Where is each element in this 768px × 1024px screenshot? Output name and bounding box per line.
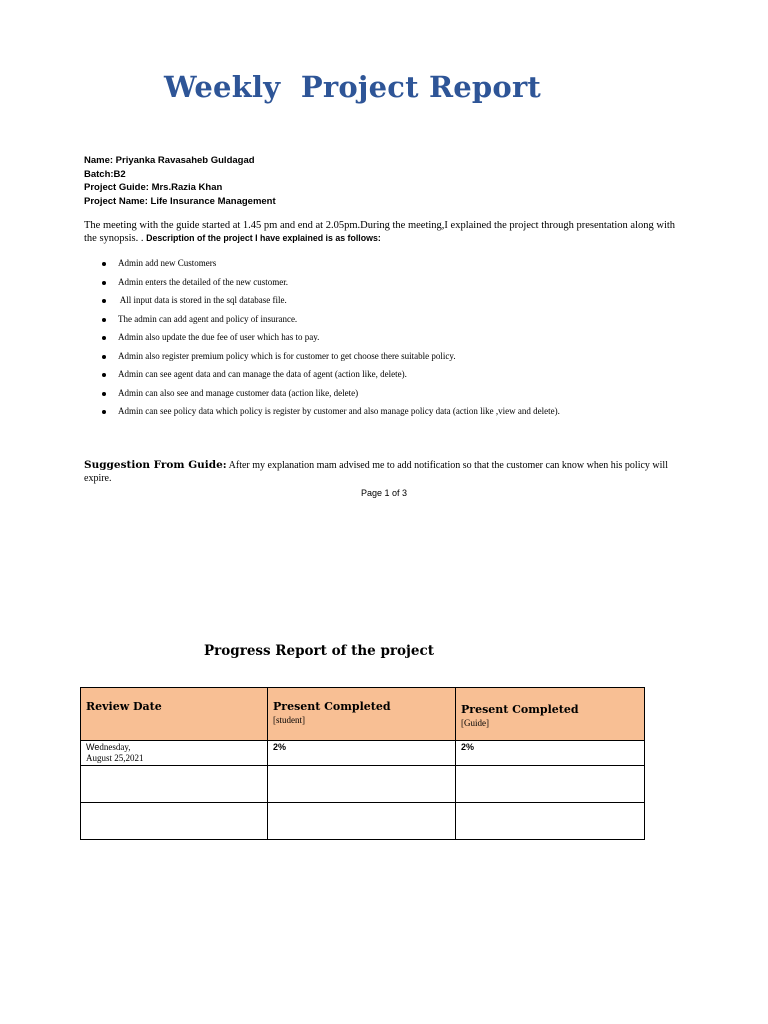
list-item: Admin can see policy data which policy is register by customer and also manage policy data (action like ,view and delete).	[100, 404, 560, 423]
empty-cell	[268, 803, 456, 840]
suggestion-text: After my explanation mam advised me to add notification so that the customer can know when his policy will expire.	[84, 460, 668, 484]
progress-title: Progress Report of the project	[204, 643, 434, 659]
project-guide: Project Guide: Mrs.Razia Khan	[84, 182, 223, 193]
empty-cell	[268, 766, 456, 803]
list-item: Admin add new Customers	[100, 256, 560, 275]
table-row	[81, 803, 645, 840]
bullet-icon	[102, 392, 106, 396]
header-review-date: Review Date	[81, 688, 268, 741]
header-present-completed-guide: Present Completed [Guide]	[456, 688, 645, 741]
bullet-icon	[102, 281, 106, 285]
empty-cell	[456, 766, 645, 803]
review-date-cell: Wednesday, August 25,2021	[81, 741, 268, 766]
report-meta	[84, 154, 276, 208]
bullet-icon	[102, 410, 106, 414]
list-item: Admin also update the due fee of user which has to pay.	[100, 330, 560, 349]
empty-cell	[81, 803, 268, 840]
guide-suggestion	[84, 459, 689, 485]
list-item: Admin can also see and manage customer data (action like, delete)	[100, 386, 560, 405]
bullet-icon	[102, 262, 106, 266]
description-lead: Description of the project I have explained is as follows:	[146, 233, 381, 243]
empty-cell	[456, 803, 645, 840]
bullet-icon	[102, 355, 106, 359]
table-row	[81, 741, 645, 766]
page-number: Page 1 of 3	[360, 488, 408, 498]
project-name: Project Name: Life Insurance Management	[84, 195, 276, 207]
batch: Batch:B2	[84, 168, 126, 180]
header-present-completed-student: Present Completed [student]	[268, 688, 456, 741]
list-item: The admin can add agent and policy of insurance.	[100, 312, 560, 331]
list-item: Admin can see agent data and can manage the data of agent (action like, delete).	[100, 367, 560, 386]
suggestion-label: Suggestion From Guide:	[84, 459, 227, 471]
progress-table	[80, 687, 645, 840]
bullet-icon	[102, 336, 106, 340]
empty-cell	[81, 766, 268, 803]
description-list	[100, 256, 560, 423]
list-item: Admin enters the detailed of the new customer.	[100, 275, 560, 294]
bullet-icon	[102, 373, 106, 377]
student-completed-cell: 2%	[268, 741, 456, 766]
student-name: Name: Priyanka Ravasaheb Guldagad	[84, 155, 255, 166]
document-title: Weekly Project Report	[164, 70, 542, 104]
meeting-summary	[84, 219, 684, 245]
bullet-icon	[102, 318, 106, 322]
meeting-text: The meeting with the guide started at 1.45 pm and end at 2.05pm.During the meeting,I explained the project through presentation along with the synopsis. .	[84, 220, 676, 244]
table-header-row	[81, 688, 645, 741]
table-row	[81, 766, 645, 803]
bullet-icon	[102, 299, 106, 303]
guide-completed-cell: 2%	[456, 741, 645, 766]
list-item: All input data is stored in the sql database file.	[100, 293, 560, 312]
list-item: Admin also register premium policy which is for customer to get choose there suitable policy.	[100, 349, 560, 368]
